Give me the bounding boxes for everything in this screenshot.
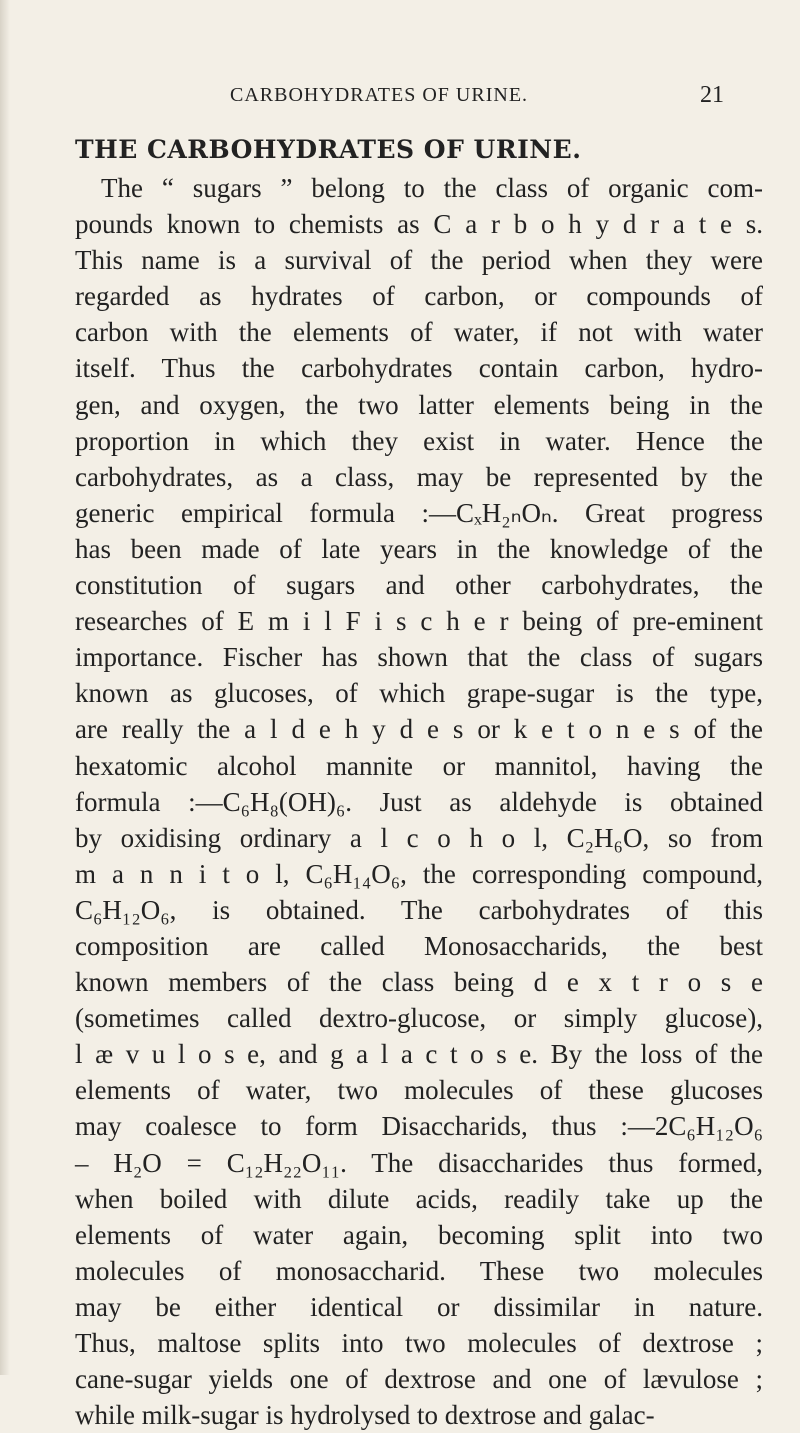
text-line: – H₂O = C₁₂H₂₂O₁₁. The disaccharides thus formed, bbox=[75, 1147, 763, 1178]
page-gutter-edge bbox=[0, 0, 10, 1375]
text-line: molecules of monosaccharid. These two molecules bbox=[75, 1255, 763, 1286]
text-line: generic empirical formula :—CₓH₂ₙOₙ. Great progress bbox=[75, 497, 763, 528]
section-title: THE CARBOHYDRATES OF URINE. bbox=[75, 135, 582, 164]
text-line: m a n n i t o l, C₆H₁₄O₆, the corresponding compound, bbox=[75, 858, 763, 889]
article-body bbox=[75, 130, 763, 1433]
text-line: known as glucoses, of which grape-sugar is the type, bbox=[75, 678, 763, 709]
text-line: carbon with the elements of water, if not with water bbox=[75, 317, 763, 348]
text-line: gen, and oxygen, the two latter elements being in the bbox=[75, 389, 763, 420]
text-line: l æ v u l o s e, and g a l a c t o s e. By the loss of the bbox=[75, 1039, 763, 1070]
text-line: researches of E m i l F i s c h e r being of pre-eminent bbox=[75, 606, 763, 637]
text-line: pounds known to chemists as C a r b o h y d r a t e s. bbox=[75, 209, 763, 240]
text-line: by oxidising ordinary a l c o h o l, C₂H₆O, so from bbox=[75, 822, 763, 853]
text-line: Thus, maltose splits into two molecules of dextrose ; bbox=[75, 1328, 763, 1358]
text-line: proportion in which they exist in water. Hence the bbox=[75, 425, 763, 456]
text-line: regarded as hydrates of carbon, or compounds of bbox=[75, 281, 763, 312]
running-head: CARBOHYDRATES OF URINE. bbox=[230, 84, 529, 106]
text-line: elements of water again, becoming split into two bbox=[75, 1219, 763, 1250]
text-line: itself. Thus the carbohydrates contain carbon, hydro- bbox=[75, 353, 763, 384]
text-line: C₆H₁₂O₆, is obtained. The carbohydrates of this bbox=[75, 894, 763, 925]
paragraph bbox=[75, 170, 763, 1433]
page-number: 21 bbox=[700, 82, 724, 108]
text-line: This name is a survival of the period when they were bbox=[75, 245, 763, 276]
text-line: may be either identical or dissimilar in nature. bbox=[75, 1291, 763, 1322]
text-line: while milk-sugar is hydrolysed to dextrose and galac- bbox=[75, 1400, 655, 1431]
text-line: constitution of sugars and other carbohydrates, the bbox=[75, 570, 763, 601]
text-line: importance. Fischer has shown that the class of sugars bbox=[75, 642, 763, 673]
text-line: composition are called Monosaccharids, the best bbox=[75, 930, 763, 961]
text-line: has been made of late years in the knowledge of the bbox=[75, 533, 763, 564]
text-line: are really the a l d e h y d e s or k e t o n e s of the bbox=[75, 714, 763, 745]
text-line: known members of the class being d e x t r o s e bbox=[75, 967, 763, 998]
text-line: cane-sugar yields one of dextrose and one of lævulose ; bbox=[75, 1364, 763, 1395]
text-line: carbohydrates, as a class, may be represented by the bbox=[75, 461, 763, 492]
text-line: formula :—C₆H₈(OH)₆. Just as aldehyde is obtained bbox=[75, 786, 763, 817]
text-line: elements of water, two molecules of these glucoses bbox=[75, 1075, 763, 1106]
text-line: when boiled with dilute acids, readily take up the bbox=[75, 1183, 763, 1214]
text-line: may coalesce to form Disaccharids, thus :—2C₆H₁₂O₆ bbox=[75, 1111, 763, 1142]
text-line: hexatomic alcohol mannite or mannitol, having the bbox=[75, 750, 763, 781]
text-line: The “ sugars ” belong to the class of organic com- bbox=[101, 173, 763, 203]
text-line: (sometimes called dextro-glucose, or simply glucose), bbox=[75, 1003, 763, 1034]
